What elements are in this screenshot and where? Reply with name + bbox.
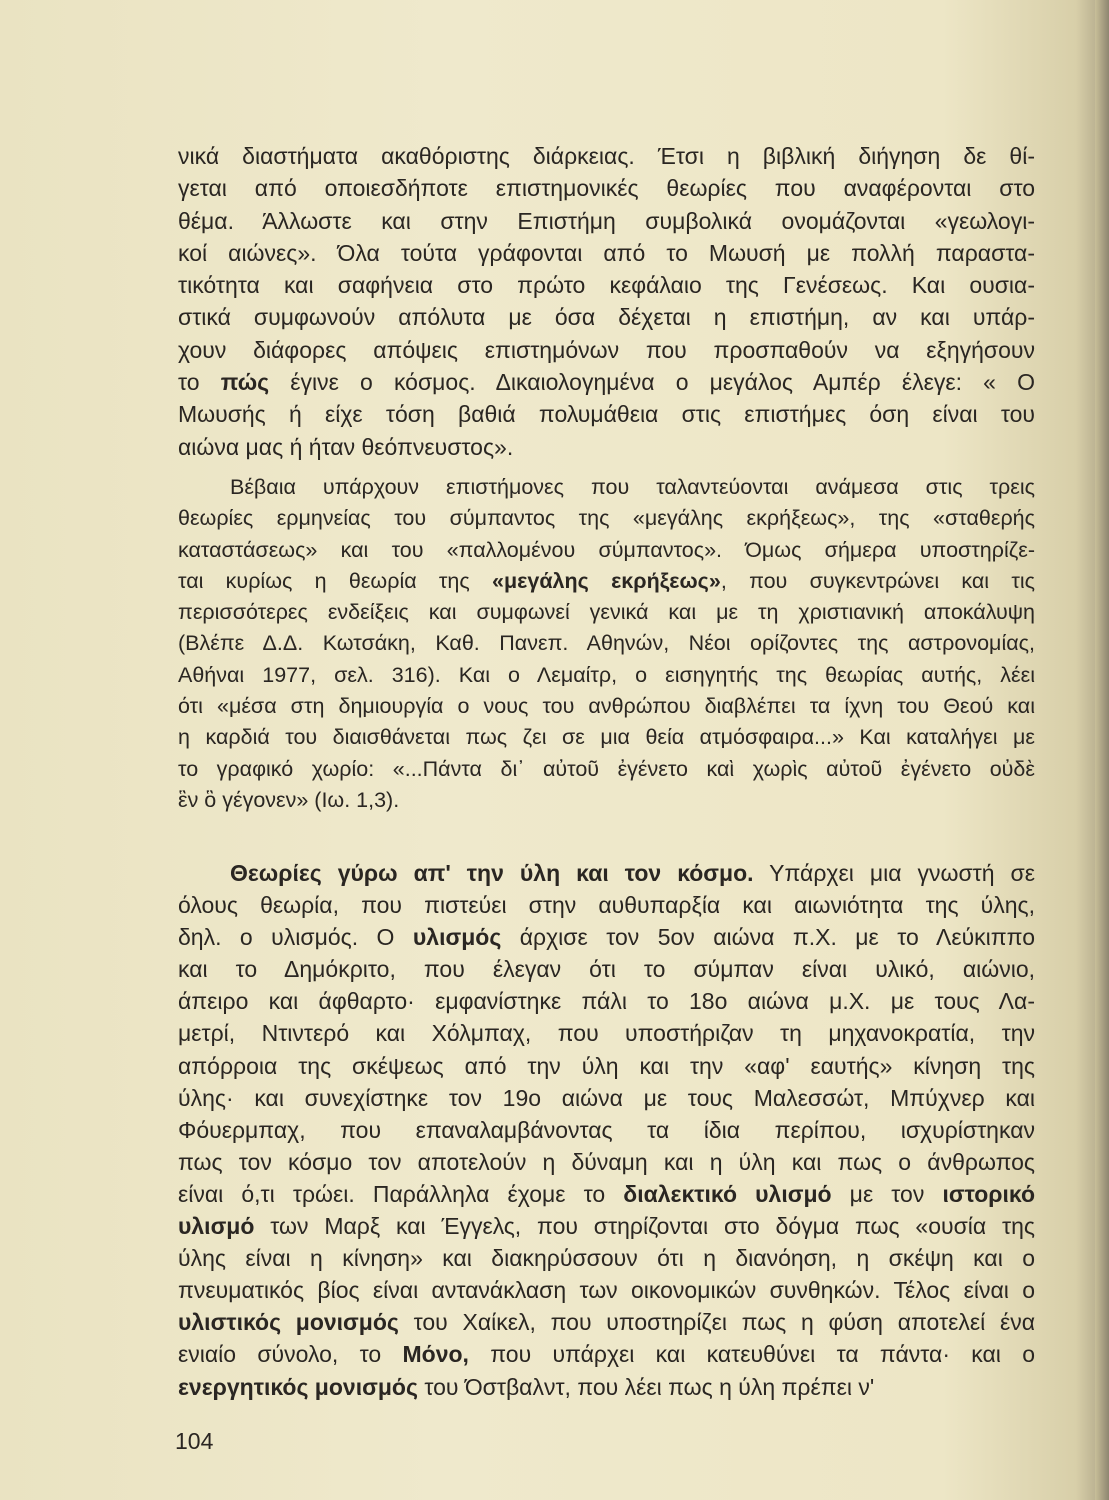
text-line: [178, 269, 1035, 301]
text-span: στικά συμφωνούν απόλυτα με όσα δέχεται η επιστήμη, αν και υπάρ-: [178, 304, 1035, 331]
text-line: [178, 1114, 1035, 1146]
text-line: [178, 921, 1035, 953]
text-span: άρχισε τον 5ον αιώνα π.Χ. με το Λεύκιππο: [501, 924, 1035, 951]
text-span: περισσότερες ενδείξεις και συμφωνεί γενικά και με τη χριστιανική αποκάλυψη: [178, 600, 1035, 625]
text-span: όλους θεωρία, που πιστεύει στην αυθυπαρξία και αιωνιότητα της ύλης,: [178, 892, 1035, 919]
text-line: [178, 366, 1035, 398]
text-line: [178, 953, 1035, 985]
text-span: νικά διαστήματα ακαθόριστης διάρκειας. Έτσι η βιβλική διήγηση δε θί-: [178, 143, 1035, 169]
text-span: με τον: [831, 1180, 943, 1207]
text-line: [178, 334, 1035, 366]
bold-text-span: Θεωρίες γύρω απ' την ύλη και τον κόσμο.: [230, 860, 754, 886]
text-span: έγινε ο κόσμος. Δικαιολογημένα ο μεγάλος Αμπέρ έλεγε: « Ο: [269, 369, 1035, 396]
bold-text-span: υλισμός: [412, 924, 502, 951]
text-span: απόρροια της σκέψεως από την ύλη και την «αφ' εαυτής» κίνηση της: [178, 1052, 1035, 1079]
bold-text-span: ενεργητικός μονισμός: [178, 1373, 418, 1400]
text-line: [178, 889, 1035, 921]
bold-text-span: πώς: [220, 369, 270, 396]
text-span: Υπάρχει μια γνωστή σε: [753, 860, 1035, 886]
page-number: 104: [175, 1428, 214, 1454]
text-span: θέμα. Άλλωστε και στην Επιστήμη συμβολικά ονομάζονται «γεωλογι-: [178, 207, 1035, 234]
text-span: (Βλέπε Δ.Δ. Κωτσάκη, Καθ. Πανεπ. Αθηνών, Νέοι ορίζοντες της αστρονομίας,: [178, 631, 1035, 656]
text-line: [178, 301, 1035, 333]
text-line: [178, 628, 1035, 659]
text-span: Βέβαια υπάρχουν επιστήμονες που ταλαντεύονται ανάμεσα στις τρεις: [230, 475, 1035, 499]
text-line: [178, 172, 1035, 204]
page-edge: [1095, 0, 1109, 1500]
text-line: [178, 398, 1035, 430]
text-span: τικότητα και σαφήνεια στο πρώτο κεφάλαιο της Γενέσεως. Και ουσια-: [178, 272, 1035, 299]
text-line: [178, 597, 1035, 628]
text-span: Φόυερμπαχ, που επαναλαμβάνοντας τα ίδια περίπου, ισχυρίστηκαν: [178, 1116, 1035, 1143]
paragraph-creation-account: [178, 140, 1035, 463]
text-line: [178, 1338, 1035, 1370]
text-span: θεωρίες ερμηνείας του σύμπαντος της «μεγάλης εκρήξεως», της «σταθερής: [178, 506, 1035, 531]
text-span: , που συγκεντρώνει και τις: [720, 568, 1035, 593]
text-span: Μωυσής ή είχε τόση βαθιά πολυμάθεια στις επιστήμες όση είναι του: [178, 401, 1035, 428]
text-span: και το Δημόκριτο, που έλεγαν ότι το σύμπαν είναι υλικό, αιώνιο,: [178, 956, 1035, 983]
text-span: καταστάσεως» και του «παλλομένου σύμπαντος». Όμως σήμερα υποστηρίζε-: [178, 537, 1035, 562]
text-span: γεται από οποιεσδήποτε επιστημονικές θεωρίες που αναφέρονται στο: [178, 175, 1035, 202]
text-line: [178, 566, 1035, 597]
text-line: [178, 722, 1035, 753]
text-span: ύλης είναι η κίνηση» και διακηρύσσουν ότι η διανόηση, η σκέψη και ο: [178, 1245, 1035, 1272]
text-line: [178, 857, 1035, 889]
text-span: που υπάρχει και κατευθύνει τα πάντα· και ο: [468, 1341, 1036, 1368]
text-line: [178, 1017, 1035, 1049]
text-span: αιώνα μας ή ήταν θεόπνευστος».: [178, 433, 514, 460]
bold-text-span: υλισμό: [178, 1213, 255, 1240]
text-line: [178, 1146, 1035, 1178]
text-span: χουν διάφορες απόψεις επιστημόνων που προσπαθούν να εξηγήσουν: [178, 336, 1035, 363]
text-line: [178, 472, 1035, 503]
text-span: το γραφικό χωρίο: «...Πάντα δι᾿ αὐτοῦ ἐγένετο καὶ χωρὶς αὐτοῦ ἐγένετο οὐδὲ: [178, 756, 1035, 781]
paragraph-materialism-theories: [178, 857, 1035, 1403]
text-line: [178, 691, 1035, 722]
text-line: [178, 1050, 1035, 1082]
text-span: δηλ. ο υλισμός. Ο: [178, 924, 413, 951]
paragraph-big-bang: [178, 472, 1035, 816]
text-span: του Όστβαλντ, που λέει πως η ύλη πρέπει ν': [417, 1373, 875, 1400]
bold-text-span: ιστορικό: [942, 1180, 1035, 1207]
text-line: [178, 237, 1035, 269]
text-span: πως τον κόσμο τον αποτελούν η δύναμη και η ύλη και πως ο άνθρωπος: [178, 1148, 1035, 1175]
text-line: [178, 1082, 1035, 1114]
text-span: Αθήναι 1977, σελ. 316). Και ο Λεμαίτρ, ο εισηγητής της θεωρίας αυτής, λέει: [178, 662, 1035, 687]
text-span: η καρδιά του διαισθάνεται πως ζει σε μια θεία ατμόσφαιρα...» Και καταλήγει με: [178, 725, 1035, 750]
text-line: [178, 785, 1035, 816]
bold-text-span: Μόνο,: [402, 1341, 469, 1368]
text-line: [178, 1210, 1035, 1242]
bold-text-span: «μεγάλης εκρήξεως»: [492, 568, 721, 593]
text-line: [178, 1371, 1035, 1403]
text-span: ότι «μέσα στη δημιουργία ο νους του ανθρώπου διαβλέπει τα ίχνη του Θεού και: [178, 694, 1035, 719]
text-span: ται κυρίως η θεωρία της: [178, 568, 493, 593]
text-span: πνευματικός βίος είναι αντανάκλαση των οικονομικών συνθηκών. Τέλος είναι ο: [178, 1277, 1035, 1304]
text-span: άπειρο και άφθαρτο· εμφανίστηκε πάλι το 18ο αιώνα μ.Χ. με τους Λα-: [178, 988, 1035, 1015]
text-line: [178, 1306, 1035, 1338]
bold-text-span: διαλεκτικό υλισμό: [623, 1180, 832, 1207]
text-line: [178, 503, 1035, 534]
text-line: [178, 660, 1035, 691]
text-span: το: [178, 369, 221, 396]
text-line: [178, 1178, 1035, 1210]
text-span: ενιαίο σύνολο, το: [178, 1341, 403, 1368]
text-line: [178, 140, 1035, 172]
text-line: [178, 1274, 1035, 1306]
text-line: [178, 1242, 1035, 1274]
text-line: [178, 431, 1035, 463]
text-line: [178, 535, 1035, 566]
text-span: ἓν ὃ γέγονεν» (Ιω. 1,3).: [178, 787, 400, 812]
text-span: είναι ό,τι τρώει. Παράλληλα έχομε το: [178, 1180, 624, 1207]
text-span: των Μαρξ και Έγγελς, που στηρίζονται στο δόγμα πως «ουσία της: [254, 1213, 1035, 1240]
text-line: [178, 754, 1035, 785]
text-span: του Χαίκελ, που υποστηρίζει πως η φύση αποτελεί ένα: [398, 1309, 1035, 1336]
bold-text-span: υλιστικός μονισμός: [178, 1309, 399, 1336]
text-span: κοί αιώνες». Όλα τούτα γράφονται από το Μωυσή με πολλή παραστα-: [178, 239, 1035, 266]
text-line: [178, 205, 1035, 237]
text-line: [178, 985, 1035, 1017]
text-span: μετρί, Ντιντερό και Χόλμπαχ, που υποστήριζαν τη μηχανοκρατία, την: [178, 1020, 1035, 1047]
text-span: ύλης· και συνεχίστηκε τον 19ο αιώνα με τους Μαλεσσώτ, Μπύχνερ και: [178, 1084, 1035, 1111]
